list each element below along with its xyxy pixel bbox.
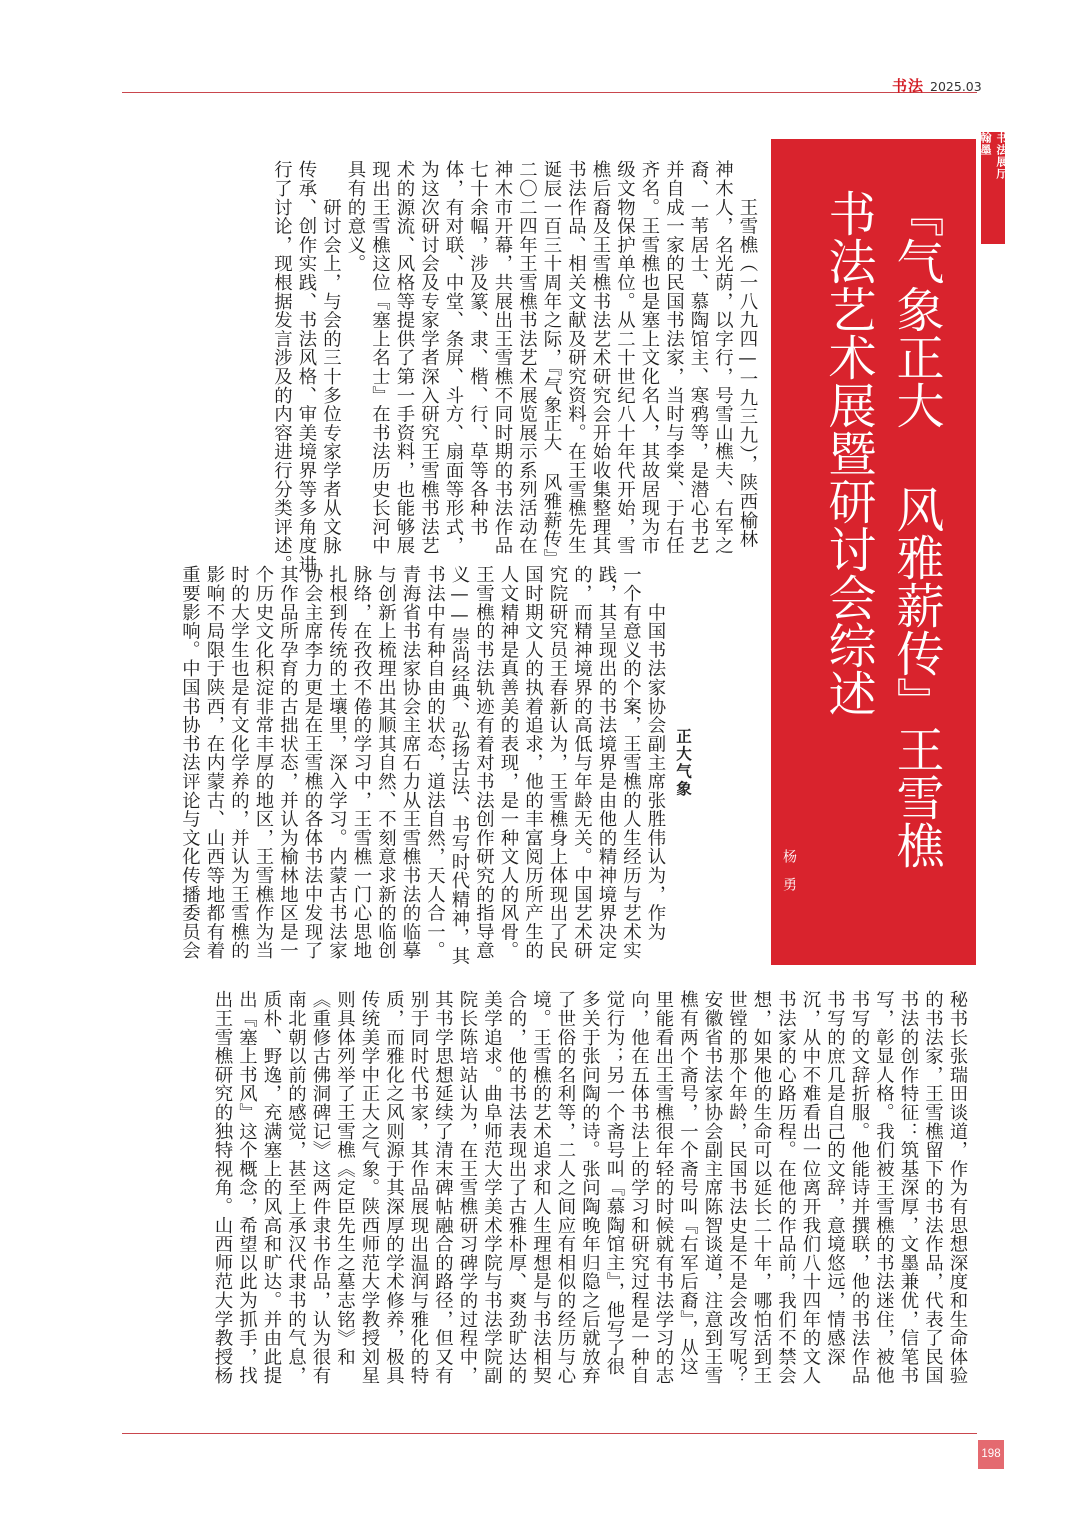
text-column-line: 协会主席李力更是在王雪樵的各体书法中发现了 xyxy=(302,565,323,960)
text-column-line: 传承、创作实践、书法风格、审美境界等多角度进 xyxy=(296,160,317,574)
text-column-line: 质，而雅化之风则源于其深厚的学术修养，极具 xyxy=(383,990,405,1385)
text-column-line: 向，他在五体书法上的学习和研究过程是一种自 xyxy=(628,990,650,1385)
text-column-line: 别于同时代书家，其作品展现出温润与雅化的特 xyxy=(408,990,429,1385)
title-block xyxy=(771,139,976,965)
text-column-line: 践，其呈现出的书法境界是由他的精神境界决定 xyxy=(596,565,617,960)
text-column-line: 的，而精神境界的高低与年龄无关。中国艺术研 xyxy=(571,565,593,960)
text-column-line: 传统美学中正大之气象。陕西师范大学教授刘星 xyxy=(359,990,380,1385)
text-column-line: 级文物保护单位。从二十世纪八十年代开始，雪 xyxy=(614,160,636,555)
text-column-line: 二〇二四年王雪樵书法艺术展览展示系列活动在 xyxy=(516,160,538,555)
text-column-line: 与创新上梳理出其顺其自然、不刻意求新的临创 xyxy=(375,565,397,960)
text-column-line: 南北朝以前的感觉，甚至上承汉代隶书的气息， xyxy=(285,990,307,1385)
text-column-line: 合的，他的书法表现出了古雅朴厚、爽劲旷达的 xyxy=(506,990,527,1385)
author-name: 杨 勇 xyxy=(781,849,797,891)
text-column-line: 书法中有种自由的状态，道法自然，天人合一。 xyxy=(424,565,446,960)
text-column-line: 里能看出王雪樵很年轻的时候就有书法学习的志 xyxy=(653,990,674,1385)
text-column-line: 一个有意义的个案，王雪樵的人生经历与艺术实 xyxy=(620,565,642,960)
article-lower-text xyxy=(143,990,969,1402)
text-column-line: 究院研究员王春新认为，王雪樵身上体现出了民 xyxy=(547,565,568,960)
text-column-line: 书写的文辞折服。他能诗并撰联，他的书法作品 xyxy=(849,990,870,1385)
issue-number: 2025.03 xyxy=(930,79,982,94)
text-column-line: 影响不局限于陕西，在内蒙古、山西等地都有着 xyxy=(204,565,225,960)
text-column-line: 中国书法家协会副主席张胜伟认为，作为 xyxy=(645,565,666,941)
text-column-line: 世镗的那个年龄，民国书法史是不是会改写呢？ xyxy=(726,990,748,1385)
text-column-line: 义——崇尚经典、弘扬古法、书写时代精神，其 xyxy=(449,565,470,965)
text-column-line: 则具体列举了王雪樵《定臣先生之墓志铭》和 xyxy=(334,990,356,1366)
text-column-line: 脉络，在孜孜不倦的学习中，王雪樵一门心思地 xyxy=(351,565,372,960)
text-column-line: 樵后裔及王雪樵书法艺术研究会开始收集整理其 xyxy=(590,160,611,555)
text-column-line: 神木市开幕，共展出王雪樵不同时期的书法作品 xyxy=(492,160,513,555)
author-byline xyxy=(771,849,976,969)
text-column-line: 美学追求。曲阜师范大学美术学院与书法学院副 xyxy=(481,990,503,1385)
text-column-line: 沉，从中不难看出一位离开我们八十四年的文人 xyxy=(800,990,821,1385)
text-column-line: 青海省书法家协会主席石力从王雪樵书法的临摹 xyxy=(400,565,421,960)
text-column-line: 术的源流、风格等提供了第一手资料，也能够展 xyxy=(394,160,415,555)
text-column-line: 人文精神是真善美的表现，是一种文人的风骨。 xyxy=(498,565,519,960)
text-column-line: 想，如果他的生命可以延长二十年，哪怕活到王 xyxy=(751,990,772,1385)
text-column-line: 境。王雪樵的艺术追求和人生理想是与书法相契 xyxy=(530,990,552,1385)
text-column-line: 出王雪樵研究的独特视角。山西师范大学教授杨 xyxy=(212,990,233,1385)
text-column-line: 书法的创作特征：筑基深厚，文墨兼优，信笔书 xyxy=(898,990,919,1385)
text-column-line: 质朴、野逸，充满塞上的风高和旷达。并由此提 xyxy=(261,990,282,1385)
title-line-1: 『气象正大 风雅薪传』王雪樵 xyxy=(888,189,944,869)
text-column-line: 多关于张问陶的诗。张问陶晚年归隐之后就放弃 xyxy=(579,990,601,1385)
article-upper-text xyxy=(149,160,759,572)
text-column-line: 《重修古佛洞碑记》这两件隶书作品，认为很有 xyxy=(310,990,331,1385)
text-column-line: 书法家的心路历程。在他的作品前，我们不禁会 xyxy=(775,990,797,1385)
article-middle-text xyxy=(149,565,667,970)
magazine-logo: 书法 xyxy=(892,77,925,95)
text-column-line: 王雪樵（一八九四—一九三九），陕西榆林 xyxy=(737,160,758,549)
text-column-line: 了世俗的名利等，二人之间应有相似的经历与心 xyxy=(555,990,576,1385)
text-column-line: 具有的意义。 xyxy=(345,160,366,273)
page-number: 198 xyxy=(978,1440,1004,1469)
text-column-line: 其书学思想延续了清末碑帖融合的路径，但又有 xyxy=(432,990,454,1385)
text-column-line: 樵有两个斋号，一个斋号叫『右军后裔』，从这 xyxy=(677,990,699,1376)
text-column-line: 的书法家，王雪樵留下的书法作品，代表了民国 xyxy=(922,990,944,1385)
text-column-line: 安徽省书法家协会副主席陈智谈道，注意到王雪 xyxy=(702,990,723,1385)
text-column-line: 现出王雪樵这位『塞上名士』在书法历史长河中 xyxy=(369,160,391,555)
header-rule xyxy=(122,92,977,93)
text-column-line: 齐名。王雪樵也是塞上文化名人，其故居现为市 xyxy=(639,160,660,555)
issue-label xyxy=(892,75,982,96)
text-column-line: 出『塞上书风』这个概念，希望以此为抓手，找 xyxy=(236,990,258,1385)
subheading: 正大气象 xyxy=(674,728,692,798)
text-column-line: 时的大学生也是有文化学养的，并认为王雪樵的 xyxy=(228,565,250,960)
text-column-line: 重要影响。中国书协书法评论与文化传播委员会 xyxy=(179,565,201,960)
text-column-line: 秘书长张瑞田谈道，作为有思想深度和生命体验 xyxy=(947,990,968,1385)
text-column-line: 神木人，名光荫，以字行，号雪山樵夫、右军之 xyxy=(712,160,734,555)
text-column-line: 书法作品、相关文献及研究资料。在王雪樵先生 xyxy=(565,160,587,555)
title-line-2: 书法艺术展暨研讨会综述 xyxy=(820,189,876,717)
text-column-line: 其作品所孕育的古拙状态，并认为榆林地区是一 xyxy=(277,565,299,960)
text-column-line: 写，彰显人格。我们被王雪樵的书法迷住，被他 xyxy=(873,990,895,1385)
text-column-line: 王雪樵的书法轨迹有着对书法创作研究的指导意 xyxy=(473,565,495,960)
text-column-line: 个历史文化积淀非常丰厚的地区，王雪樵作为当 xyxy=(253,565,274,960)
text-column-line: 行了讨论，现根据发言涉及的内容进行分类评述。 xyxy=(271,160,293,574)
text-column-line: 觉行为；另一个斋号叫『慕陶馆主』，他写了很 xyxy=(604,990,625,1376)
section-tab-right: 翰墨 xyxy=(979,132,992,156)
text-column-line: 扎根到传统的土壤里，深入学习。内蒙古书法家 xyxy=(326,565,348,960)
text-column-line: 国时期文人的执着追求，他的丰富阅历所产生的 xyxy=(522,565,544,960)
section-tab xyxy=(979,132,1008,244)
text-column-line: 书写的庶几是自己的文辞，意境悠远，情感深 xyxy=(824,990,846,1366)
footer-rule xyxy=(122,1433,977,1434)
text-column-line: 研讨会上，与会的三十多位专家学者从文脉 xyxy=(320,160,342,555)
text-column-line: 为这次研讨会及专家学者深入研究王雪樵书法艺 xyxy=(418,160,440,555)
text-column-line: 并自成一家的民国书法家，当时与李棠、于右任 xyxy=(663,160,685,555)
section-tab-left: 书法展厅 xyxy=(995,132,1008,180)
text-column-line: 院长陈培站认为，在王雪樵研习碑学的过程中， xyxy=(457,990,478,1385)
text-column-line: 裔、一苇居士、慕陶馆主、寒鸦等，是潜心书艺 xyxy=(688,160,709,555)
text-column-line: 七十余幅，涉及篆、隶、楷、行、草等各种书 xyxy=(467,160,489,536)
text-column-line: 体，有对联、中堂、条屏、斗方、扇面等形式， xyxy=(443,160,464,555)
text-column-line: 诞辰一百三十周年之际，『气象正大 风雅薪传』 xyxy=(541,160,562,567)
